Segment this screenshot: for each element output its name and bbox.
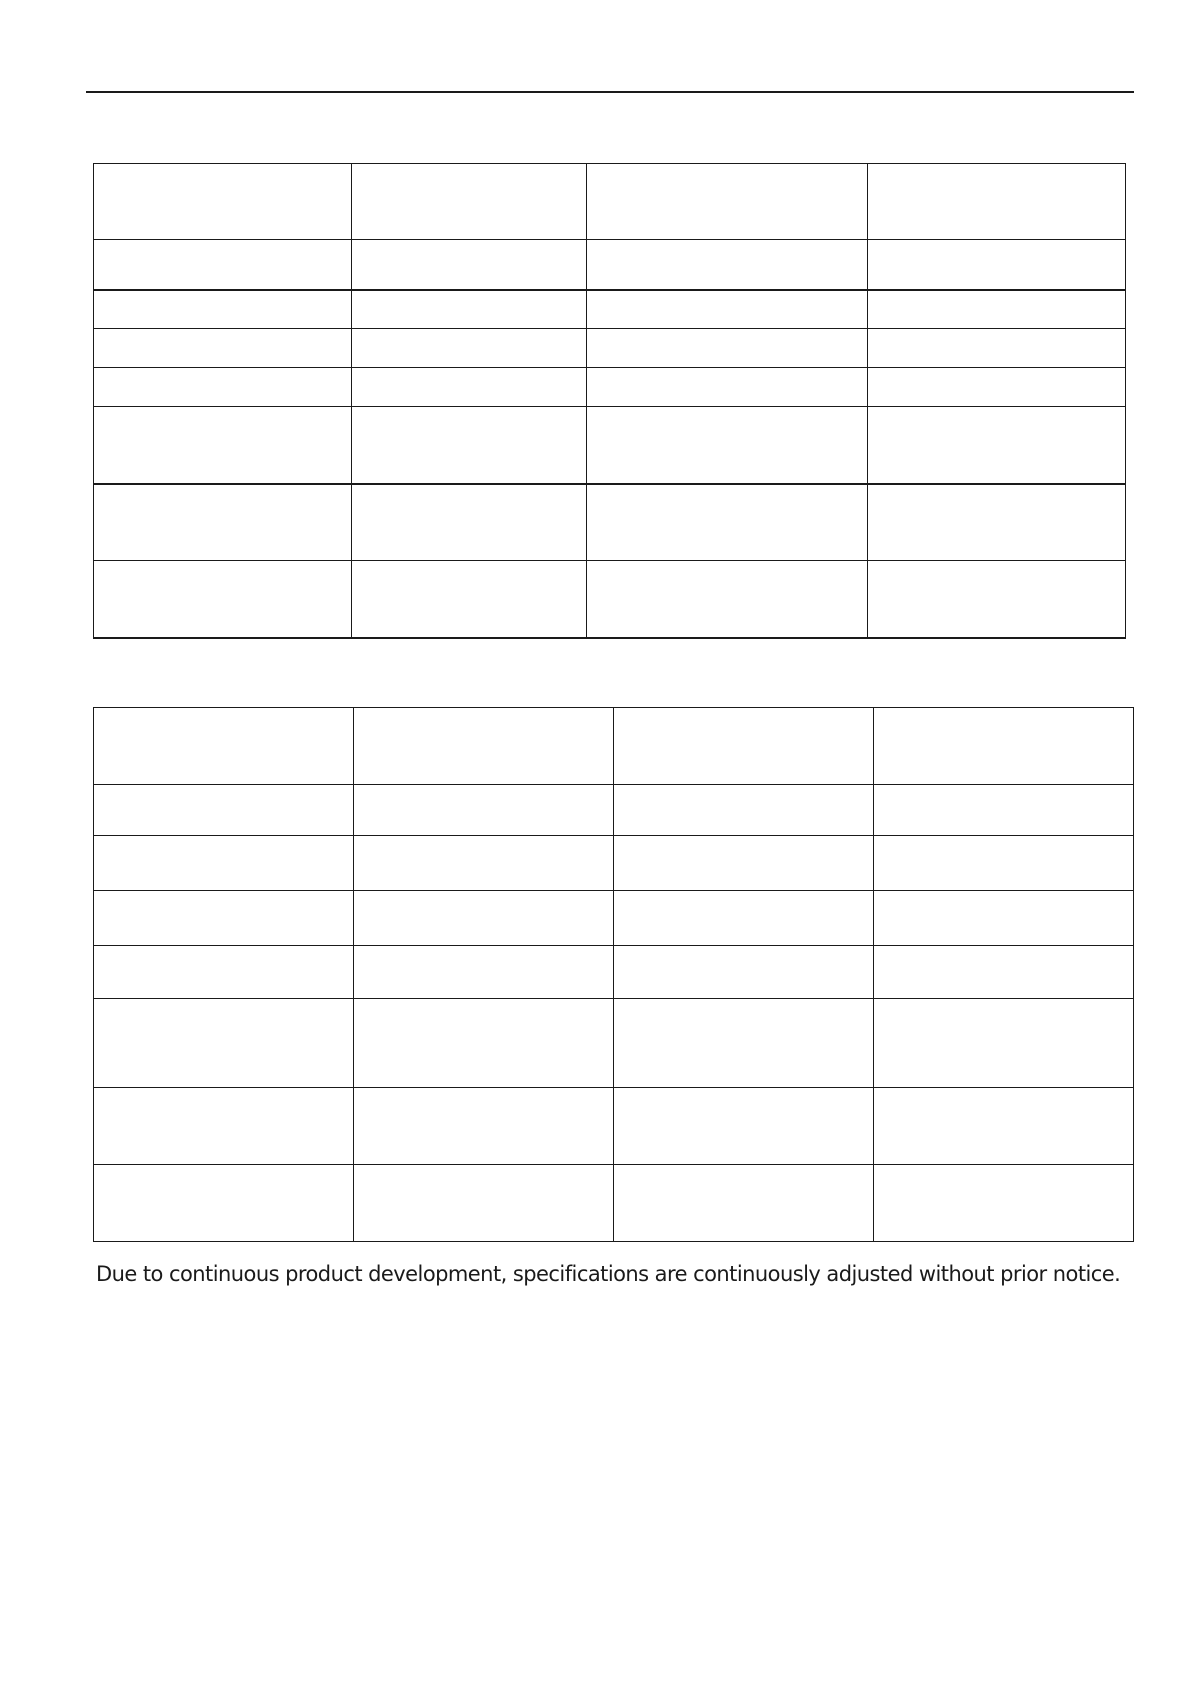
table-cell: [587, 164, 868, 240]
table-cell: [94, 836, 354, 891]
table-cell: [94, 946, 354, 999]
table-row: [94, 407, 1126, 484]
table-cell: [94, 407, 352, 484]
table-cell: [868, 164, 1126, 240]
table-row: [94, 1165, 1134, 1242]
table-cell: [94, 999, 354, 1088]
footnote: Due to continuous product development, specifications are continuously adjusted without prior notice.: [96, 1262, 1121, 1286]
table-cell: [587, 561, 868, 638]
table-cell: [868, 240, 1126, 290]
table-cell: [352, 484, 587, 561]
table-cell: [94, 368, 352, 407]
table-cell: [587, 484, 868, 561]
table-cell: [352, 240, 587, 290]
table-cell: [94, 329, 352, 368]
table-cell: [614, 708, 874, 785]
table-cell: [354, 785, 614, 836]
table-cell: [868, 484, 1126, 561]
table-row: [94, 785, 1134, 836]
table-cell: [614, 836, 874, 891]
spec-table-1: [93, 163, 1126, 639]
table-cell: [587, 407, 868, 484]
table-row: [94, 484, 1126, 561]
table-row: [94, 368, 1126, 407]
table-cell: [94, 290, 352, 329]
table-cell: [94, 484, 352, 561]
table-row: [94, 561, 1126, 638]
table-cell: [874, 785, 1134, 836]
table-cell: [94, 891, 354, 946]
table-row: [94, 329, 1126, 368]
table-cell: [587, 290, 868, 329]
table-row: [94, 891, 1134, 946]
table-row: [94, 240, 1126, 290]
table-cell: [874, 836, 1134, 891]
table-cell: [874, 891, 1134, 946]
table-cell: [868, 407, 1126, 484]
table-row: [94, 999, 1134, 1088]
table-cell: [352, 407, 587, 484]
table-cell: [354, 1165, 614, 1242]
table-cell: [868, 290, 1126, 329]
table-cell: [94, 1165, 354, 1242]
table-cell: [874, 946, 1134, 999]
table-row: [94, 290, 1126, 329]
table-row: [94, 1088, 1134, 1165]
table-cell: [352, 561, 587, 638]
table-cell: [874, 1088, 1134, 1165]
table-cell: [94, 785, 354, 836]
table-cell: [614, 1165, 874, 1242]
table-row: [94, 708, 1134, 785]
table-cell: [94, 561, 352, 638]
table-cell: [94, 164, 352, 240]
table-cell: [354, 708, 614, 785]
table-cell: [354, 1088, 614, 1165]
table-cell: [614, 946, 874, 999]
table-cell: [868, 368, 1126, 407]
table-cell: [874, 999, 1134, 1088]
table-cell: [352, 329, 587, 368]
table-cell: [94, 240, 352, 290]
table-cell: [354, 836, 614, 891]
table-cell: [587, 240, 868, 290]
table-cell: [587, 368, 868, 407]
table-cell: [614, 891, 874, 946]
table-cell: [874, 708, 1134, 785]
table-cell: [868, 561, 1126, 638]
spec-table-2: [93, 707, 1134, 1242]
table-cell: [352, 164, 587, 240]
table-row: [94, 164, 1126, 240]
table-cell: [94, 708, 354, 785]
table-cell: [352, 368, 587, 407]
table-cell: [874, 1165, 1134, 1242]
table-cell: [94, 1088, 354, 1165]
table-cell: [868, 329, 1126, 368]
table-cell: [352, 290, 587, 329]
table-cell: [614, 1088, 874, 1165]
table-row: [94, 836, 1134, 891]
header-rule: [86, 91, 1134, 93]
table-cell: [354, 999, 614, 1088]
table-cell: [614, 785, 874, 836]
table-row: [94, 946, 1134, 999]
table-cell: [614, 999, 874, 1088]
table-cell: [354, 891, 614, 946]
table-cell: [354, 946, 614, 999]
table-cell: [587, 329, 868, 368]
